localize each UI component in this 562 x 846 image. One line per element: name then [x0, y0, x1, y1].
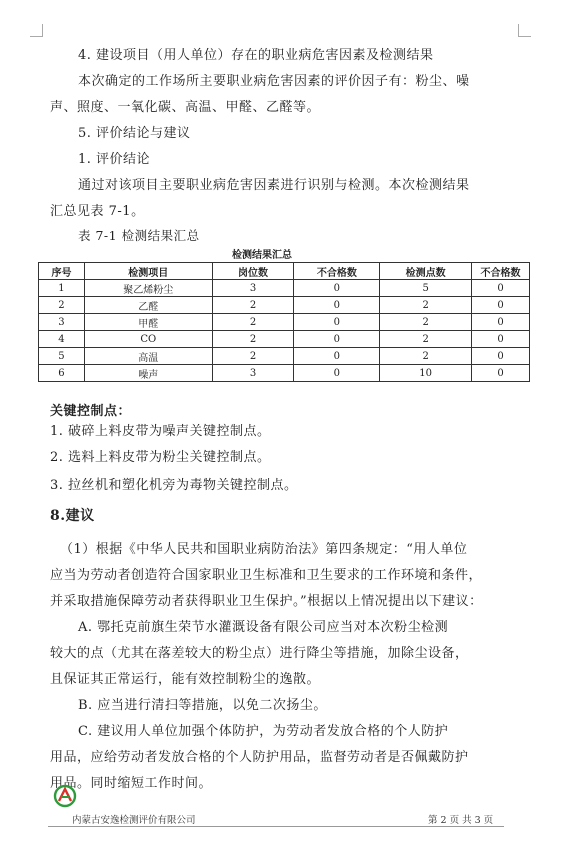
table-cell: 0: [294, 314, 380, 331]
advice-a-line3: 且保证其正常运行，能有效控制粉尘的逸散。: [50, 672, 321, 687]
header-cell: 不合格数: [294, 263, 380, 280]
table-cell: 3: [212, 365, 294, 382]
table-header-row: [39, 263, 530, 280]
table-cell: 2: [212, 297, 294, 314]
table-cell: 0: [472, 297, 530, 314]
header-cell: 检测项目: [84, 263, 212, 280]
footer-divider: [48, 826, 504, 827]
table-cell: 0: [472, 280, 530, 297]
section5-paragraph-line1: 通过对该项目主要职业病危害因素进行识别与检测。本次检测结果: [78, 178, 470, 193]
advice-c-line1: C. 建议用人单位加强个体防护，为劳动者发放合格的个人防护: [78, 724, 449, 739]
table-cell: 6: [39, 365, 85, 382]
table-cell: 2: [212, 348, 294, 365]
table-cell: 2: [380, 297, 472, 314]
footer-page-number: 第 2 页 共 3 页: [428, 815, 494, 826]
header-cell: 序号: [39, 263, 85, 280]
advice-a-line1: A. 鄂托克前旗生荣节水灌溉设备有限公司应当对本次粉尘检测: [78, 620, 449, 635]
table-cell: 2: [380, 331, 472, 348]
page-corner-mark-right: [518, 24, 531, 37]
section4-paragraph-line2: 声、照度、一氧化碳、高温、甲醛、乙醛等。: [50, 100, 321, 115]
table-caption: 表 7-1 检测结果汇总: [78, 228, 200, 243]
table-cell: 4: [39, 331, 85, 348]
advice-c-line3: 用品。同时缩短工作时间。: [50, 776, 213, 791]
key-point-2: 2. 选料上料皮带为粉尘关键控制点。: [50, 450, 271, 465]
table-title: 检测结果汇总: [232, 250, 292, 261]
table-cell: 甲醛: [84, 314, 212, 331]
table-row: [39, 314, 530, 331]
table-row: [39, 331, 530, 348]
table-cell: 5: [39, 348, 85, 365]
table-cell: 0: [294, 280, 380, 297]
table-cell: 乙醛: [84, 297, 212, 314]
table-row: [39, 365, 530, 382]
table-cell: 1: [39, 280, 85, 297]
company-logo-icon: [52, 784, 78, 808]
section5-heading: 5. 评价结论与建议: [78, 126, 191, 141]
table-row: [39, 348, 530, 365]
table-row: [39, 297, 530, 314]
table-cell: 2: [212, 314, 294, 331]
advice-a-line2: 较大的点（尤其在落差较大的粉尘点）进行降尘等措施，加除尘设备，: [50, 646, 469, 661]
table-cell: 0: [294, 348, 380, 365]
table-cell: 3: [212, 280, 294, 297]
section8-heading: 8.建议: [50, 508, 95, 524]
table-cell: 5: [380, 280, 472, 297]
key-points-heading: 关键控制点：: [50, 404, 132, 419]
table-cell: 2: [39, 297, 85, 314]
header-cell: 不合格数: [472, 263, 530, 280]
table-cell: 2: [380, 348, 472, 365]
table-cell: 0: [472, 314, 530, 331]
table-cell: 3: [39, 314, 85, 331]
table-cell: 2: [212, 331, 294, 348]
section8-p1-line1: （1）根据《中华人民共和国职业病防治法》第四条规定：“用人单位: [60, 542, 468, 557]
footer-company-name: 内蒙古安逸检测评价有限公司: [72, 815, 196, 826]
section5-paragraph-line2: 汇总见表 7-1。: [50, 204, 145, 219]
section4-heading: 4. 建设项目（用人单位）存在的职业病危害因素及检测结果: [78, 48, 434, 63]
key-point-1: 1. 破碎上料皮带为噪声关键控制点。: [50, 424, 271, 439]
table-cell: 聚乙烯粉尘: [84, 280, 212, 297]
table-cell: 0: [472, 348, 530, 365]
table-cell: 0: [472, 365, 530, 382]
table-cell: 0: [472, 331, 530, 348]
advice-b-line1: B. 应当进行清扫等措施，以免二次扬尘。: [78, 698, 327, 713]
section4-paragraph-line1: 本次确定的工作场所主要职业病危害因素的评价因子有：粉尘、噪: [78, 74, 470, 89]
table-cell: 0: [294, 331, 380, 348]
section8-p1-line2: 应当为劳动者创造符合国家职业卫生标准和卫生要求的工作环境和条件，: [50, 568, 483, 583]
key-point-3: 3. 拉丝机和塑化机旁为毒物关键控制点。: [50, 478, 298, 493]
results-table: [38, 262, 530, 382]
header-cell: 检测点数: [380, 263, 472, 280]
header-cell: 岗位数: [212, 263, 294, 280]
table-cell: CO: [84, 331, 212, 348]
page-corner-mark-left: [30, 24, 43, 37]
section5-1-heading: 1. 评价结论: [78, 152, 151, 167]
table-cell: 10: [380, 365, 472, 382]
table-cell: 高温: [84, 348, 212, 365]
table-cell: 0: [294, 297, 380, 314]
table-cell: 0: [294, 365, 380, 382]
advice-c-line2: 用品，应给劳动者发放合格的个人防护用品，监督劳动者是否佩戴防护: [50, 750, 469, 765]
table-cell: 噪声: [84, 365, 212, 382]
section8-p1-line3: 并采取措施保障劳动者获得职业卫生保护。”根据以上情况提出以下建议：: [50, 594, 483, 609]
table-row: [39, 280, 530, 297]
table-cell: 2: [380, 314, 472, 331]
